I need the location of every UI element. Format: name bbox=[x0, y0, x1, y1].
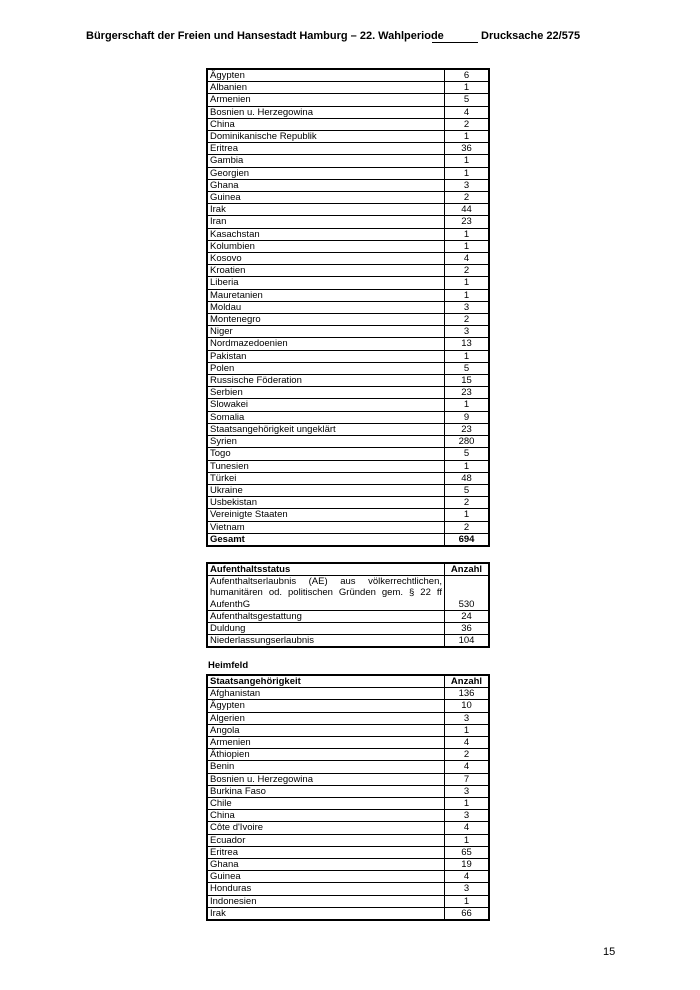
row-count: 3 bbox=[445, 712, 490, 724]
table-row bbox=[207, 350, 489, 362]
row-label: Kosovo bbox=[207, 253, 445, 265]
page-number: 15 bbox=[603, 946, 616, 958]
table-row bbox=[207, 253, 489, 265]
table-row bbox=[207, 399, 489, 411]
table-row bbox=[207, 387, 489, 399]
table-row bbox=[207, 131, 489, 143]
table-row bbox=[207, 155, 489, 167]
row-label: Irak bbox=[207, 907, 445, 920]
table-row bbox=[207, 265, 489, 277]
row-count: 4 bbox=[445, 871, 490, 883]
row-label: Honduras bbox=[207, 883, 445, 895]
table-row bbox=[207, 509, 489, 521]
row-label: Kolumbien bbox=[207, 240, 445, 252]
table-row bbox=[207, 472, 489, 484]
row-count: 1 bbox=[445, 228, 490, 240]
row-label: Armenien bbox=[207, 94, 445, 106]
row-count: 2 bbox=[445, 118, 490, 130]
total-row bbox=[207, 533, 489, 546]
row-label: Gambia bbox=[207, 155, 445, 167]
table-row bbox=[207, 785, 489, 797]
table-row bbox=[207, 375, 489, 387]
row-label: Eritrea bbox=[207, 143, 445, 155]
row-label: Albanien bbox=[207, 82, 445, 94]
row-label: Ghana bbox=[207, 859, 445, 871]
row-label: Liberia bbox=[207, 277, 445, 289]
header-underline bbox=[432, 42, 478, 43]
row-label: Duldung bbox=[207, 623, 445, 635]
row-count: 3 bbox=[445, 810, 490, 822]
row-count: 1 bbox=[445, 724, 490, 736]
row-label: Montenegro bbox=[207, 314, 445, 326]
row-label: Syrien bbox=[207, 436, 445, 448]
row-count: 1 bbox=[445, 277, 490, 289]
column-header-count: Anzahl bbox=[445, 675, 490, 688]
table-row bbox=[207, 871, 489, 883]
row-label: Nordmazedoenien bbox=[207, 338, 445, 350]
table-row bbox=[207, 167, 489, 179]
row-label: Kasachstan bbox=[207, 228, 445, 240]
row-label: Niger bbox=[207, 326, 445, 338]
residence-status-table bbox=[206, 562, 490, 648]
row-count: 24 bbox=[445, 610, 490, 622]
row-label: Benin bbox=[207, 761, 445, 773]
table-row bbox=[207, 94, 489, 106]
table-row bbox=[207, 700, 489, 712]
row-count: 23 bbox=[445, 216, 490, 228]
row-count: 2 bbox=[445, 265, 490, 277]
row-count: 1 bbox=[445, 834, 490, 846]
row-label: Mauretanien bbox=[207, 289, 445, 301]
table-row bbox=[207, 192, 489, 204]
residence-permit-count: 530 bbox=[445, 576, 490, 611]
row-label: Russische Föderation bbox=[207, 375, 445, 387]
table-row bbox=[207, 326, 489, 338]
table-row bbox=[207, 240, 489, 252]
row-count: 5 bbox=[445, 484, 490, 496]
row-count: 9 bbox=[445, 411, 490, 423]
row-count: 3 bbox=[445, 301, 490, 313]
table-row bbox=[207, 883, 489, 895]
row-label: Niederlassungserlaubnis bbox=[207, 635, 445, 648]
row-label: Staatsangehörigkeit ungeklärt bbox=[207, 423, 445, 435]
row-label: Georgien bbox=[207, 167, 445, 179]
row-label: Türkei bbox=[207, 472, 445, 484]
row-label: Bosnien u. Herzegowina bbox=[207, 773, 445, 785]
row-count: 136 bbox=[445, 688, 490, 700]
row-count: 19 bbox=[445, 859, 490, 871]
row-label: Slowakei bbox=[207, 399, 445, 411]
row-count: 3 bbox=[445, 179, 490, 191]
row-label: Indonesien bbox=[207, 895, 445, 907]
table-row bbox=[207, 749, 489, 761]
row-count: 23 bbox=[445, 423, 490, 435]
row-label: Dominikanische Republik bbox=[207, 131, 445, 143]
column-header-count: Anzahl bbox=[445, 563, 490, 576]
row-count: 36 bbox=[445, 623, 490, 635]
row-count: 5 bbox=[445, 448, 490, 460]
table-row bbox=[207, 810, 489, 822]
row-label: Irak bbox=[207, 204, 445, 216]
row-count: 1 bbox=[445, 895, 490, 907]
table-row bbox=[207, 82, 489, 94]
table-row bbox=[207, 423, 489, 435]
row-label: Ecuador bbox=[207, 834, 445, 846]
row-count: 1 bbox=[445, 460, 490, 472]
row-label: Guinea bbox=[207, 192, 445, 204]
row-label: Algerien bbox=[207, 712, 445, 724]
row-count: 1 bbox=[445, 167, 490, 179]
row-count: 36 bbox=[445, 143, 490, 155]
total-value: 694 bbox=[445, 533, 490, 546]
row-count: 280 bbox=[445, 436, 490, 448]
row-label: Côte d'Ivoire bbox=[207, 822, 445, 834]
row-count: 5 bbox=[445, 94, 490, 106]
row-label: Kroatien bbox=[207, 265, 445, 277]
row-count: 2 bbox=[445, 497, 490, 509]
row-count: 3 bbox=[445, 883, 490, 895]
row-count: 1 bbox=[445, 240, 490, 252]
row-count: 4 bbox=[445, 106, 490, 118]
table-row bbox=[207, 521, 489, 533]
row-count: 48 bbox=[445, 472, 490, 484]
residence-permit-line: humanitären od. politischen Gründen gem. § 22 ff bbox=[210, 587, 442, 599]
row-count: 1 bbox=[445, 289, 490, 301]
table-row bbox=[207, 846, 489, 858]
table-row bbox=[207, 436, 489, 448]
row-label: Pakistan bbox=[207, 350, 445, 362]
row-count: 4 bbox=[445, 737, 490, 749]
table-row bbox=[207, 859, 489, 871]
table-row bbox=[207, 822, 489, 834]
row-count: 7 bbox=[445, 773, 490, 785]
row-count: 1 bbox=[445, 350, 490, 362]
row-count: 4 bbox=[445, 761, 490, 773]
row-count: 5 bbox=[445, 362, 490, 374]
row-label: Guinea bbox=[207, 871, 445, 883]
table-row bbox=[207, 216, 489, 228]
table-row bbox=[207, 277, 489, 289]
table-row bbox=[207, 761, 489, 773]
row-label: Äthiopien bbox=[207, 749, 445, 761]
nationality-table-continued bbox=[206, 68, 490, 547]
table-row bbox=[207, 895, 489, 907]
table-row bbox=[207, 118, 489, 130]
row-label: China bbox=[207, 810, 445, 822]
row-count: 3 bbox=[445, 326, 490, 338]
row-count: 6 bbox=[445, 69, 490, 82]
row-label: Ägypten bbox=[207, 700, 445, 712]
row-count: 44 bbox=[445, 204, 490, 216]
table-row bbox=[207, 204, 489, 216]
table-row bbox=[207, 338, 489, 350]
row-label: Burkina Faso bbox=[207, 785, 445, 797]
table-row bbox=[207, 497, 489, 509]
row-label: Armenien bbox=[207, 737, 445, 749]
table-row bbox=[207, 362, 489, 374]
row-label: Afghanistan bbox=[207, 688, 445, 700]
table-row bbox=[207, 179, 489, 191]
residence-permit-line: AufenthG bbox=[210, 598, 251, 610]
row-count: 1 bbox=[445, 509, 490, 521]
row-count: 13 bbox=[445, 338, 490, 350]
row-label: Bosnien u. Herzegowina bbox=[207, 106, 445, 118]
row-count: 3 bbox=[445, 785, 490, 797]
table-row bbox=[207, 712, 489, 724]
row-count: 1 bbox=[445, 798, 490, 810]
table-header-row bbox=[207, 563, 489, 576]
row-label: Iran bbox=[207, 216, 445, 228]
table-row bbox=[207, 411, 489, 423]
row-label: Moldau bbox=[207, 301, 445, 313]
row-count: 2 bbox=[445, 192, 490, 204]
row-label: Vereinigte Staaten bbox=[207, 509, 445, 521]
table-row bbox=[207, 737, 489, 749]
row-count: 10 bbox=[445, 700, 490, 712]
row-label: Aufenthaltsgestattung bbox=[207, 610, 445, 622]
total-label: Gesamt bbox=[207, 533, 445, 546]
row-label: Eritrea bbox=[207, 846, 445, 858]
table-row bbox=[207, 798, 489, 810]
row-count: 2 bbox=[445, 521, 490, 533]
row-count: 1 bbox=[445, 131, 490, 143]
table-row bbox=[207, 314, 489, 326]
row-label: Somalia bbox=[207, 411, 445, 423]
table-row bbox=[207, 228, 489, 240]
column-header-status: Aufenthaltsstatus bbox=[207, 563, 445, 576]
table-row bbox=[207, 773, 489, 785]
table-row bbox=[207, 106, 489, 118]
table-row bbox=[207, 635, 489, 648]
residence-permit-cell bbox=[207, 576, 445, 611]
row-label: Usbekistan bbox=[207, 497, 445, 509]
table-row bbox=[207, 623, 489, 635]
header-title: Bürgerschaft der Freien und Hansestadt Hamburg – 22. Wahlperiode bbox=[86, 30, 444, 42]
row-count: 66 bbox=[445, 907, 490, 920]
table-row bbox=[207, 460, 489, 472]
section-title-heimfeld: Heimfeld bbox=[208, 660, 249, 671]
row-label: Ukraine bbox=[207, 484, 445, 496]
table-row bbox=[207, 610, 489, 622]
table-row bbox=[207, 576, 489, 611]
table-row bbox=[207, 143, 489, 155]
row-label: Serbien bbox=[207, 387, 445, 399]
table-row bbox=[207, 688, 489, 700]
table-row bbox=[207, 301, 489, 313]
row-label: Vietnam bbox=[207, 521, 445, 533]
row-label: Tunesien bbox=[207, 460, 445, 472]
table-row bbox=[207, 69, 489, 82]
table-row bbox=[207, 834, 489, 846]
row-label: China bbox=[207, 118, 445, 130]
table-row bbox=[207, 907, 489, 920]
row-count: 15 bbox=[445, 375, 490, 387]
row-count: 104 bbox=[445, 635, 490, 648]
row-label: Angola bbox=[207, 724, 445, 736]
table-row bbox=[207, 448, 489, 460]
nationality-table-heimfeld bbox=[206, 674, 490, 921]
table-row bbox=[207, 289, 489, 301]
row-label: Polen bbox=[207, 362, 445, 374]
row-count: 1 bbox=[445, 399, 490, 411]
row-label: Togo bbox=[207, 448, 445, 460]
row-label: Ägypten bbox=[207, 69, 445, 82]
column-header-nationality: Staatsangehörigkeit bbox=[207, 675, 445, 688]
row-label: Ghana bbox=[207, 179, 445, 191]
row-count: 4 bbox=[445, 253, 490, 265]
row-count: 2 bbox=[445, 749, 490, 761]
residence-permit-line: Aufenthaltserlaubnis (AE) aus völkerrechtlichen, bbox=[210, 576, 442, 588]
document-number: Drucksache 22/575 bbox=[481, 30, 581, 42]
row-count: 1 bbox=[445, 82, 490, 94]
row-count: 2 bbox=[445, 314, 490, 326]
row-count: 23 bbox=[445, 387, 490, 399]
table-row bbox=[207, 484, 489, 496]
row-label: Chile bbox=[207, 798, 445, 810]
row-count: 4 bbox=[445, 822, 490, 834]
row-count: 1 bbox=[445, 155, 490, 167]
table-row bbox=[207, 724, 489, 736]
row-count: 65 bbox=[445, 846, 490, 858]
table-header-row bbox=[207, 675, 489, 688]
